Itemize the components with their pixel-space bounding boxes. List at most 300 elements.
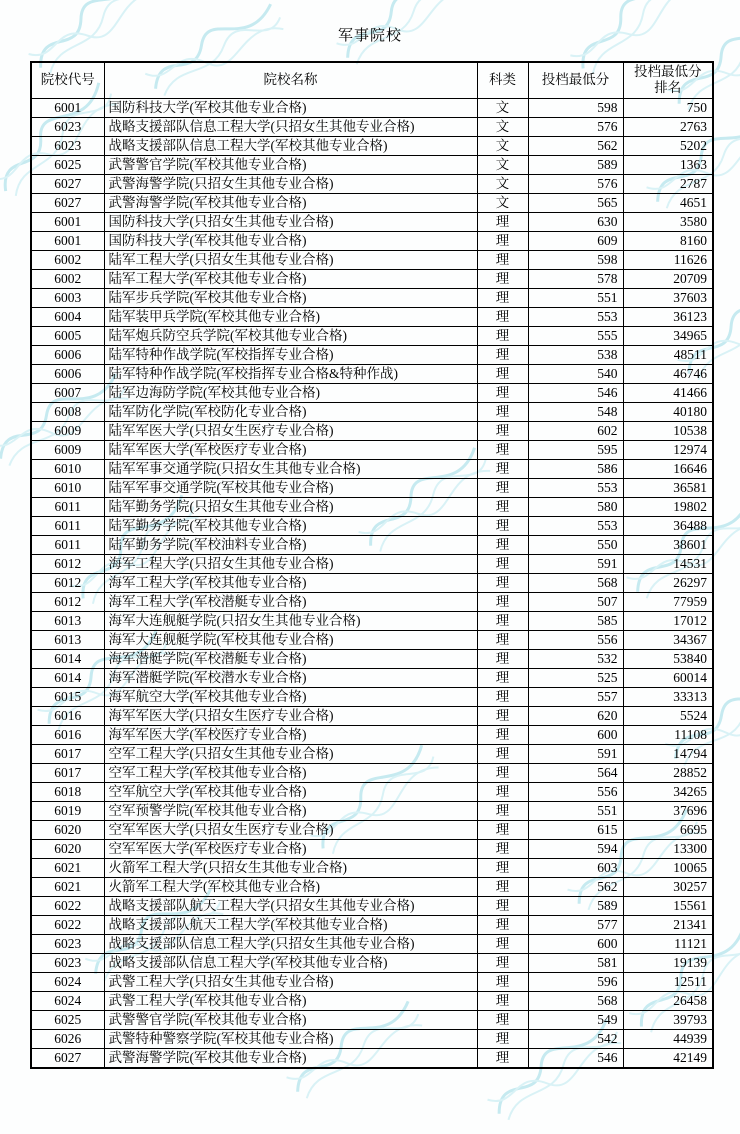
cell-min-score: 568 xyxy=(528,991,623,1010)
cell-college-name: 陆军勤务学院(军校油料专业合格) xyxy=(104,535,477,554)
cell-category: 理 xyxy=(477,516,528,535)
cell-college-name: 火箭军工程大学(只招女生其他专业合格) xyxy=(104,858,477,877)
cell-min-score-rank: 19139 xyxy=(623,953,713,972)
cell-min-score: 602 xyxy=(528,421,623,440)
cell-category: 文 xyxy=(477,193,528,212)
page-title: 军事院校 xyxy=(337,28,402,44)
cell-min-score: 553 xyxy=(528,478,623,497)
cell-min-score: 532 xyxy=(528,649,623,668)
cell-min-score-rank: 1363 xyxy=(623,155,713,174)
cell-category: 理 xyxy=(477,497,528,516)
cell-min-score: 600 xyxy=(528,934,623,953)
cell-college-name: 陆军装甲兵学院(军校其他专业合格) xyxy=(104,307,477,326)
cell-category: 理 xyxy=(477,364,528,383)
cell-min-score: 568 xyxy=(528,573,623,592)
cell-category: 理 xyxy=(477,383,528,402)
cell-college-code: 6025 xyxy=(31,155,104,174)
cell-min-score-rank: 39793 xyxy=(623,1010,713,1029)
table-row xyxy=(31,231,713,250)
cell-college-name: 陆军军医大学(只招女生医疗专业合格) xyxy=(104,421,477,440)
cell-college-code: 6012 xyxy=(31,554,104,573)
table-row xyxy=(31,1010,713,1029)
cell-college-code: 6010 xyxy=(31,478,104,497)
cell-category: 文 xyxy=(477,117,528,136)
cell-category: 理 xyxy=(477,269,528,288)
cell-min-score: 589 xyxy=(528,155,623,174)
cell-college-code: 6008 xyxy=(31,402,104,421)
cell-min-score-rank: 44939 xyxy=(623,1029,713,1048)
cell-college-code: 6012 xyxy=(31,573,104,592)
cell-college-name: 国防科技大学(军校其他专业合格) xyxy=(104,98,477,117)
cell-min-score-rank: 11108 xyxy=(623,725,713,744)
admission-scores-table xyxy=(30,61,714,1069)
cell-category: 理 xyxy=(477,1010,528,1029)
table-row xyxy=(31,459,713,478)
cell-category: 理 xyxy=(477,1048,528,1068)
cell-college-code: 6024 xyxy=(31,991,104,1010)
cell-college-name: 空军预警学院(军校其他专业合格) xyxy=(104,801,477,820)
cell-category: 理 xyxy=(477,288,528,307)
cell-min-score-rank: 40180 xyxy=(623,402,713,421)
cell-college-name: 陆军工程大学(军校其他专业合格) xyxy=(104,269,477,288)
table-row xyxy=(31,706,713,725)
table-row xyxy=(31,421,713,440)
cell-category: 理 xyxy=(477,554,528,573)
table-row xyxy=(31,877,713,896)
cell-min-score: 565 xyxy=(528,193,623,212)
cell-college-name: 陆军勤务学院(军校其他专业合格) xyxy=(104,516,477,535)
cell-min-score: 551 xyxy=(528,801,623,820)
cell-min-score: 553 xyxy=(528,307,623,326)
table-row xyxy=(31,782,713,801)
cell-min-score-rank: 36488 xyxy=(623,516,713,535)
cell-category: 理 xyxy=(477,972,528,991)
cell-min-score-rank: 11626 xyxy=(623,250,713,269)
cell-college-code: 6027 xyxy=(31,193,104,212)
cell-college-code: 6025 xyxy=(31,1010,104,1029)
cell-category: 文 xyxy=(477,155,528,174)
cell-min-score-rank: 16646 xyxy=(623,459,713,478)
table-row xyxy=(31,212,713,231)
table-row xyxy=(31,535,713,554)
cell-min-score-rank: 2787 xyxy=(623,174,713,193)
cell-min-score-rank: 48511 xyxy=(623,345,713,364)
cell-category: 理 xyxy=(477,687,528,706)
cell-category: 理 xyxy=(477,953,528,972)
cell-min-score-rank: 8160 xyxy=(623,231,713,250)
cell-category: 理 xyxy=(477,402,528,421)
table-row xyxy=(31,193,713,212)
cell-college-code: 6027 xyxy=(31,1048,104,1068)
cell-college-name: 战略支援部队信息工程大学(军校其他专业合格) xyxy=(104,953,477,972)
cell-min-score: 581 xyxy=(528,953,623,972)
cell-min-score: 562 xyxy=(528,877,623,896)
table-row xyxy=(31,611,713,630)
table-row xyxy=(31,725,713,744)
cell-min-score-rank: 36581 xyxy=(623,478,713,497)
cell-min-score: 555 xyxy=(528,326,623,345)
cell-min-score-rank: 20709 xyxy=(623,269,713,288)
header-min-score-rank: 投档最低分排名 xyxy=(623,62,713,98)
cell-college-code: 6001 xyxy=(31,212,104,231)
cell-min-score-rank: 12511 xyxy=(623,972,713,991)
table-row xyxy=(31,1048,713,1068)
cell-college-code: 6002 xyxy=(31,269,104,288)
table-row xyxy=(31,649,713,668)
cell-college-name: 海军潜艇学院(军校潜艇专业合格) xyxy=(104,649,477,668)
cell-college-name: 火箭军工程大学(军校其他专业合格) xyxy=(104,877,477,896)
cell-min-score-rank: 36123 xyxy=(623,307,713,326)
header-category: 科类 xyxy=(477,62,528,98)
cell-college-code: 6022 xyxy=(31,896,104,915)
cell-college-name: 空军工程大学(军校其他专业合格) xyxy=(104,763,477,782)
cell-college-name: 空军工程大学(只招女生其他专业合格) xyxy=(104,744,477,763)
cell-category: 理 xyxy=(477,611,528,630)
cell-college-name: 武警工程大学(只招女生其他专业合格) xyxy=(104,972,477,991)
cell-category: 理 xyxy=(477,307,528,326)
cell-college-code: 6016 xyxy=(31,706,104,725)
cell-college-code: 6006 xyxy=(31,345,104,364)
table-row xyxy=(31,554,713,573)
cell-min-score: 562 xyxy=(528,136,623,155)
cell-min-score-rank: 41466 xyxy=(623,383,713,402)
cell-college-name: 陆军特种作战学院(军校指挥专业合格&特种作战) xyxy=(104,364,477,383)
header-college-code: 院校代号 xyxy=(31,62,104,98)
cell-min-score-rank: 26297 xyxy=(623,573,713,592)
cell-min-score-rank: 5202 xyxy=(623,136,713,155)
cell-college-code: 6004 xyxy=(31,307,104,326)
cell-college-name: 陆军特种作战学院(军校指挥专业合格) xyxy=(104,345,477,364)
cell-min-score-rank: 77959 xyxy=(623,592,713,611)
cell-min-score-rank: 3580 xyxy=(623,212,713,231)
cell-category: 理 xyxy=(477,782,528,801)
cell-min-score-rank: 38601 xyxy=(623,535,713,554)
cell-min-score: 615 xyxy=(528,820,623,839)
cell-college-code: 6009 xyxy=(31,421,104,440)
cell-college-code: 6005 xyxy=(31,326,104,345)
cell-college-name: 武警工程大学(军校其他专业合格) xyxy=(104,991,477,1010)
cell-category: 理 xyxy=(477,858,528,877)
cell-min-score-rank: 10065 xyxy=(623,858,713,877)
cell-category: 文 xyxy=(477,174,528,193)
cell-min-score: 538 xyxy=(528,345,623,364)
cell-college-name: 武警海警学院(只招女生其他专业合格) xyxy=(104,174,477,193)
cell-category: 理 xyxy=(477,896,528,915)
cell-college-name: 战略支援部队航天工程大学(军校其他专业合格) xyxy=(104,915,477,934)
cell-min-score: 553 xyxy=(528,516,623,535)
cell-min-score: 557 xyxy=(528,687,623,706)
cell-min-score-rank: 6695 xyxy=(623,820,713,839)
cell-college-code: 6007 xyxy=(31,383,104,402)
cell-college-name: 海军潜艇学院(军校潜水专业合格) xyxy=(104,668,477,687)
cell-min-score: 556 xyxy=(528,782,623,801)
cell-min-score: 596 xyxy=(528,972,623,991)
cell-min-score: 594 xyxy=(528,839,623,858)
cell-min-score: 578 xyxy=(528,269,623,288)
cell-category: 理 xyxy=(477,630,528,649)
cell-college-code: 6012 xyxy=(31,592,104,611)
cell-college-name: 空军军医大学(只招女生医疗专业合格) xyxy=(104,820,477,839)
cell-college-name: 海军工程大学(军校潜艇专业合格) xyxy=(104,592,477,611)
cell-min-score-rank: 46746 xyxy=(623,364,713,383)
cell-min-score: 549 xyxy=(528,1010,623,1029)
table-row xyxy=(31,307,713,326)
cell-college-name: 陆军勤务学院(只招女生其他专业合格) xyxy=(104,497,477,516)
cell-min-score: 586 xyxy=(528,459,623,478)
cell-college-name: 陆军军事交通学院(军校其他专业合格) xyxy=(104,478,477,497)
cell-category: 理 xyxy=(477,231,528,250)
cell-category: 理 xyxy=(477,440,528,459)
cell-college-code: 6020 xyxy=(31,820,104,839)
cell-min-score: 546 xyxy=(528,383,623,402)
cell-college-code: 6011 xyxy=(31,497,104,516)
cell-college-name: 战略支援部队信息工程大学(只招女生其他专业合格) xyxy=(104,117,477,136)
table-row xyxy=(31,953,713,972)
table-row xyxy=(31,839,713,858)
table-row xyxy=(31,1029,713,1048)
cell-min-score: 585 xyxy=(528,611,623,630)
cell-college-code: 6017 xyxy=(31,744,104,763)
cell-college-code: 6023 xyxy=(31,953,104,972)
cell-min-score-rank: 5524 xyxy=(623,706,713,725)
table-header xyxy=(31,62,713,98)
cell-min-score: 600 xyxy=(528,725,623,744)
cell-college-name: 海军军医大学(军校医疗专业合格) xyxy=(104,725,477,744)
cell-college-code: 6023 xyxy=(31,934,104,953)
cell-min-score-rank: 14531 xyxy=(623,554,713,573)
cell-min-score: 548 xyxy=(528,402,623,421)
cell-college-code: 6021 xyxy=(31,877,104,896)
table-row xyxy=(31,117,713,136)
table-row xyxy=(31,364,713,383)
cell-category: 理 xyxy=(477,744,528,763)
cell-college-code: 6001 xyxy=(31,98,104,117)
table-row xyxy=(31,345,713,364)
header-min-score: 投档最低分 xyxy=(528,62,623,98)
cell-min-score: 580 xyxy=(528,497,623,516)
cell-college-name: 陆军军事交通学院(只招女生其他专业合格) xyxy=(104,459,477,478)
cell-college-name: 战略支援部队航天工程大学(只招女生其他专业合格) xyxy=(104,896,477,915)
cell-min-score-rank: 34265 xyxy=(623,782,713,801)
cell-min-score-rank: 33313 xyxy=(623,687,713,706)
cell-min-score: 620 xyxy=(528,706,623,725)
cell-min-score: 603 xyxy=(528,858,623,877)
cell-college-name: 陆军步兵学院(军校其他专业合格) xyxy=(104,288,477,307)
cell-min-score-rank: 37696 xyxy=(623,801,713,820)
cell-college-code: 6014 xyxy=(31,668,104,687)
cell-college-name: 武警海警学院(军校其他专业合格) xyxy=(104,193,477,212)
cell-college-code: 6013 xyxy=(31,630,104,649)
cell-category: 理 xyxy=(477,839,528,858)
cell-min-score: 595 xyxy=(528,440,623,459)
table-row xyxy=(31,820,713,839)
table-row xyxy=(31,744,713,763)
cell-college-code: 6017 xyxy=(31,763,104,782)
cell-category: 理 xyxy=(477,763,528,782)
cell-college-code: 6016 xyxy=(31,725,104,744)
table-row xyxy=(31,687,713,706)
cell-college-code: 6023 xyxy=(31,117,104,136)
table-row xyxy=(31,592,713,611)
table-body xyxy=(31,98,713,1068)
cell-category: 理 xyxy=(477,915,528,934)
cell-college-code: 6023 xyxy=(31,136,104,155)
cell-category: 理 xyxy=(477,345,528,364)
cell-college-code: 6024 xyxy=(31,972,104,991)
cell-min-score: 591 xyxy=(528,744,623,763)
cell-category: 理 xyxy=(477,421,528,440)
table-row xyxy=(31,934,713,953)
cell-college-code: 6018 xyxy=(31,782,104,801)
cell-min-score: 591 xyxy=(528,554,623,573)
cell-college-name: 海军大连舰艇学院(军校其他专业合格) xyxy=(104,630,477,649)
cell-college-name: 海军航空大学(军校其他专业合格) xyxy=(104,687,477,706)
cell-min-score-rank: 14794 xyxy=(623,744,713,763)
cell-college-name: 陆军军医大学(军校医疗专业合格) xyxy=(104,440,477,459)
cell-min-score-rank: 12974 xyxy=(623,440,713,459)
cell-college-name: 空军军医大学(军校医疗专业合格) xyxy=(104,839,477,858)
table-row xyxy=(31,516,713,535)
table-row xyxy=(31,630,713,649)
cell-min-score-rank: 28852 xyxy=(623,763,713,782)
cell-min-score: 598 xyxy=(528,98,623,117)
table-row xyxy=(31,288,713,307)
cell-college-code: 6021 xyxy=(31,858,104,877)
cell-min-score-rank: 15561 xyxy=(623,896,713,915)
table-row xyxy=(31,573,713,592)
cell-category: 理 xyxy=(477,592,528,611)
cell-college-name: 海军大连舰艇学院(只招女生其他专业合格) xyxy=(104,611,477,630)
cell-college-name: 陆军边海防学院(军校其他专业合格) xyxy=(104,383,477,402)
cell-category: 理 xyxy=(477,991,528,1010)
cell-college-name: 陆军工程大学(只招女生其他专业合格) xyxy=(104,250,477,269)
cell-category: 理 xyxy=(477,820,528,839)
table-row xyxy=(31,98,713,117)
cell-college-code: 6014 xyxy=(31,649,104,668)
cell-category: 理 xyxy=(477,649,528,668)
table-row xyxy=(31,972,713,991)
cell-min-score: 551 xyxy=(528,288,623,307)
cell-category: 文 xyxy=(477,98,528,117)
cell-category: 理 xyxy=(477,459,528,478)
cell-college-name: 武警警官学院(军校其他专业合格) xyxy=(104,155,477,174)
table-header-row xyxy=(31,62,713,98)
table-row xyxy=(31,402,713,421)
cell-min-score-rank: 30257 xyxy=(623,877,713,896)
cell-category: 理 xyxy=(477,706,528,725)
cell-category: 理 xyxy=(477,877,528,896)
cell-category: 文 xyxy=(477,136,528,155)
cell-category: 理 xyxy=(477,326,528,345)
cell-college-code: 6013 xyxy=(31,611,104,630)
table-row xyxy=(31,801,713,820)
cell-college-code: 6010 xyxy=(31,459,104,478)
cell-min-score: 609 xyxy=(528,231,623,250)
table-row xyxy=(31,896,713,915)
table-row xyxy=(31,174,713,193)
cell-min-score: 577 xyxy=(528,915,623,934)
cell-college-name: 国防科技大学(只招女生其他专业合格) xyxy=(104,212,477,231)
cell-min-score-rank: 53840 xyxy=(623,649,713,668)
cell-min-score: 507 xyxy=(528,592,623,611)
table-row xyxy=(31,250,713,269)
cell-category: 理 xyxy=(477,535,528,554)
cell-college-code: 6002 xyxy=(31,250,104,269)
cell-min-score: 564 xyxy=(528,763,623,782)
cell-category: 理 xyxy=(477,725,528,744)
table-row xyxy=(31,326,713,345)
cell-college-name: 国防科技大学(军校其他专业合格) xyxy=(104,231,477,250)
cell-college-code: 6022 xyxy=(31,915,104,934)
cell-min-score-rank: 13300 xyxy=(623,839,713,858)
cell-college-code: 6015 xyxy=(31,687,104,706)
cell-college-code: 6011 xyxy=(31,516,104,535)
table-row xyxy=(31,155,713,174)
table-row xyxy=(31,269,713,288)
table-row xyxy=(31,991,713,1010)
cell-college-code: 6006 xyxy=(31,364,104,383)
cell-min-score-rank: 17012 xyxy=(623,611,713,630)
cell-college-code: 6003 xyxy=(31,288,104,307)
table-row xyxy=(31,136,713,155)
cell-min-score-rank: 11121 xyxy=(623,934,713,953)
cell-min-score: 576 xyxy=(528,117,623,136)
table-row xyxy=(31,858,713,877)
cell-category: 理 xyxy=(477,668,528,687)
cell-college-name: 空军航空大学(军校其他专业合格) xyxy=(104,782,477,801)
table-row xyxy=(31,383,713,402)
table-row xyxy=(31,497,713,516)
cell-college-name: 海军工程大学(军校其他专业合格) xyxy=(104,573,477,592)
cell-min-score-rank: 750 xyxy=(623,98,713,117)
table-row xyxy=(31,915,713,934)
cell-category: 理 xyxy=(477,801,528,820)
cell-min-score-rank: 34965 xyxy=(623,326,713,345)
cell-category: 理 xyxy=(477,212,528,231)
table-row xyxy=(31,440,713,459)
cell-category: 理 xyxy=(477,934,528,953)
cell-college-name: 武警特种警察学院(军校其他专业合格) xyxy=(104,1029,477,1048)
cell-min-score-rank: 42149 xyxy=(623,1048,713,1068)
cell-college-name: 海军军医大学(只招女生医疗专业合格) xyxy=(104,706,477,725)
cell-college-name: 海军工程大学(只招女生其他专业合格) xyxy=(104,554,477,573)
cell-min-score: 589 xyxy=(528,896,623,915)
cell-min-score-rank: 19802 xyxy=(623,497,713,516)
cell-college-name: 武警海警学院(军校其他专业合格) xyxy=(104,1048,477,1068)
cell-category: 理 xyxy=(477,478,528,497)
table-row xyxy=(31,478,713,497)
cell-min-score: 556 xyxy=(528,630,623,649)
cell-college-code: 6009 xyxy=(31,440,104,459)
cell-category: 理 xyxy=(477,250,528,269)
cell-min-score-rank: 21341 xyxy=(623,915,713,934)
cell-college-code: 6011 xyxy=(31,535,104,554)
cell-min-score-rank: 4651 xyxy=(623,193,713,212)
cell-category: 理 xyxy=(477,1029,528,1048)
cell-college-name: 战略支援部队信息工程大学(军校其他专业合格) xyxy=(104,136,477,155)
cell-min-score-rank: 60014 xyxy=(623,668,713,687)
header-college-name: 院校名称 xyxy=(104,62,477,98)
cell-min-score-rank: 34367 xyxy=(623,630,713,649)
cell-category: 理 xyxy=(477,573,528,592)
cell-college-name: 武警警官学院(军校其他专业合格) xyxy=(104,1010,477,1029)
cell-college-name: 陆军防化学院(军校防化专业合格) xyxy=(104,402,477,421)
cell-min-score: 525 xyxy=(528,668,623,687)
cell-min-score: 598 xyxy=(528,250,623,269)
cell-min-score-rank: 10538 xyxy=(623,421,713,440)
cell-min-score-rank: 26458 xyxy=(623,991,713,1010)
table-row xyxy=(31,763,713,782)
